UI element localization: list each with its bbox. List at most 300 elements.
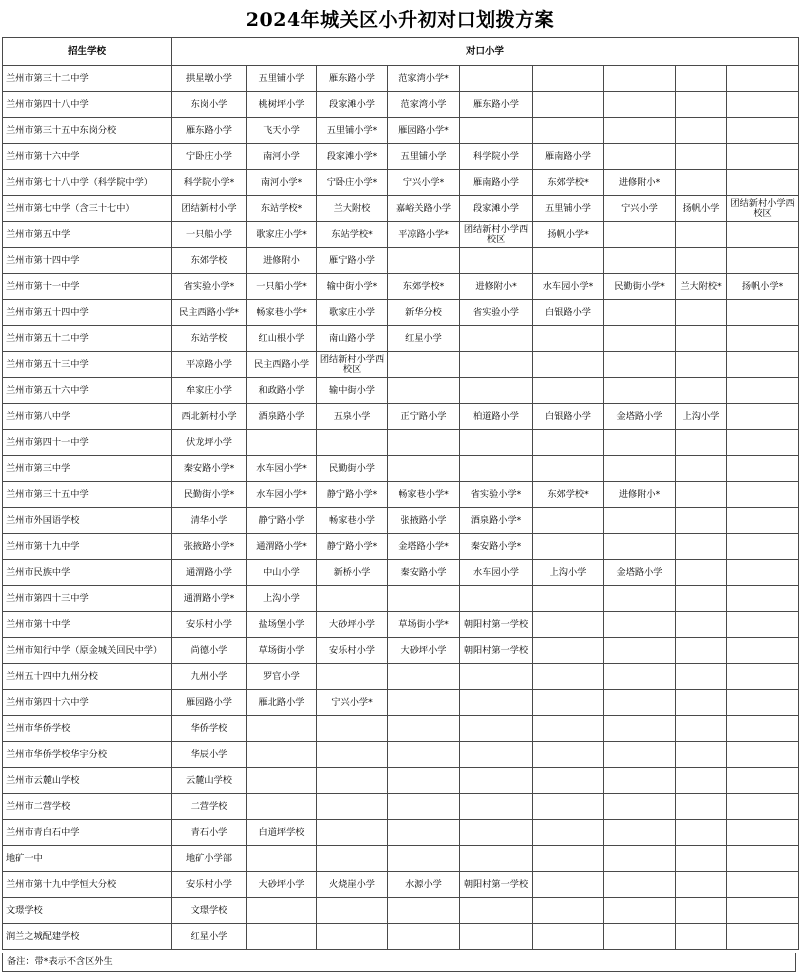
feeder-school-cell: 科学院小学* [172,170,247,196]
school-name-cell: 兰州市第五中学 [3,222,172,248]
empty-cell [727,144,799,170]
header-feeders: 对口小学 [172,38,799,66]
feeder-school-cell: 五里铺小学 [247,66,317,92]
feeder-school-cell: 静宁路小学* [317,482,388,508]
header-school: 招生学校 [3,38,172,66]
empty-cell [604,664,676,690]
feeder-school-cell: 东站学校* [317,222,388,248]
table-row [3,664,799,690]
empty-cell [676,586,727,612]
empty-cell [247,924,317,950]
empty-cell [727,846,799,872]
feeder-school-cell: 大砂坪小学 [317,612,388,638]
feeder-school-cell: 罗官小学 [247,664,317,690]
empty-cell [247,742,317,768]
feeder-school-cell: 畅家巷小学* [388,482,460,508]
school-name-cell: 润兰之城配建学校 [3,924,172,950]
empty-cell [604,326,676,352]
feeder-school-cell: 宁兴小学* [317,690,388,716]
school-name-cell: 兰州市民族中学 [3,560,172,586]
empty-cell [460,430,533,456]
empty-cell [460,118,533,144]
table-row [3,456,799,482]
school-name-cell: 兰州市第五十六中学 [3,378,172,404]
empty-cell [727,352,799,378]
feeder-school-cell: 民主西路小学 [247,352,317,378]
empty-cell [676,638,727,664]
empty-cell [727,612,799,638]
feeder-school-cell: 宁卧庄小学* [317,170,388,196]
feeder-school-cell: 红星小学 [172,924,247,950]
empty-cell [604,118,676,144]
empty-cell [604,846,676,872]
empty-cell [533,716,604,742]
feeder-school-cell: 西北新村小学 [172,404,247,430]
feeder-school-cell: 静宁路小学 [247,508,317,534]
empty-cell [388,924,460,950]
empty-cell [727,378,799,404]
empty-cell [388,742,460,768]
feeder-school-cell: 宁卧庄小学 [172,144,247,170]
table-row [3,716,799,742]
empty-cell [388,794,460,820]
empty-cell [604,690,676,716]
feeder-school-cell: 团结新村小学西校区 [727,196,799,222]
feeder-school-cell: 段家滩小学 [460,196,533,222]
feeder-school-cell: 云麓山学校 [172,768,247,794]
feeder-school-cell: 二营学校 [172,794,247,820]
table-row [3,482,799,508]
empty-cell [533,248,604,274]
empty-cell [727,690,799,716]
empty-cell [676,326,727,352]
feeder-school-cell: 白银路小学 [533,404,604,430]
feeder-school-cell: 团结新村小学西校区 [460,222,533,248]
empty-cell [317,768,388,794]
school-name-cell: 兰州市第五十三中学 [3,352,172,378]
empty-cell [676,66,727,92]
feeder-school-cell: 畅家巷小学 [317,508,388,534]
empty-cell [533,768,604,794]
empty-cell [676,846,727,872]
empty-cell [676,456,727,482]
empty-cell [676,248,727,274]
empty-cell [727,248,799,274]
feeder-school-cell: 金塔路小学 [604,560,676,586]
empty-cell [317,742,388,768]
feeder-school-cell: 秦安路小学 [388,560,460,586]
empty-cell [604,456,676,482]
feeder-school-cell: 东郊学校 [172,248,247,274]
school-name-cell: 兰州市第三中学 [3,456,172,482]
table-row [3,924,799,950]
school-name-cell: 兰州市第十六中学 [3,144,172,170]
feeder-school-cell: 一只船小学 [172,222,247,248]
school-name-cell: 兰州市第四十三中学 [3,586,172,612]
feeder-school-cell: 张掖路小学* [172,534,247,560]
empty-cell [460,690,533,716]
feeder-school-cell: 柏道路小学 [460,404,533,430]
empty-cell [676,170,727,196]
school-name-cell: 兰州市第五十二中学 [3,326,172,352]
school-name-cell: 兰州市华侨学校华宇分校 [3,742,172,768]
empty-cell [604,352,676,378]
empty-cell [388,716,460,742]
empty-cell [676,534,727,560]
feeder-school-cell: 上沟小学 [676,404,727,430]
feeder-school-cell: 正宁路小学 [388,404,460,430]
feeder-school-cell: 民主西路小学* [172,300,247,326]
feeder-school-cell: 扬帆小学* [727,274,799,300]
table-row [3,118,799,144]
school-name-cell: 兰州市二营学校 [3,794,172,820]
empty-cell [727,820,799,846]
empty-cell [604,586,676,612]
feeder-school-cell: 安乐村小学 [317,638,388,664]
empty-cell [533,92,604,118]
empty-cell [388,820,460,846]
table-row [3,222,799,248]
table-row [3,404,799,430]
empty-cell [604,898,676,924]
feeder-school-cell: 青石小学 [172,820,247,846]
school-name-cell: 兰州市第三十五中东岗分校 [3,118,172,144]
feeder-school-cell: 静宁路小学* [317,534,388,560]
feeder-school-cell: 五里铺小学* [317,118,388,144]
empty-cell [676,664,727,690]
feeder-school-cell: 平凉路小学* [388,222,460,248]
empty-cell [676,222,727,248]
feeder-school-cell: 文璟学校 [172,898,247,924]
empty-cell [604,794,676,820]
feeder-school-cell: 中山小学 [247,560,317,586]
empty-cell [388,768,460,794]
empty-cell [676,768,727,794]
feeder-school-cell: 兰大附校* [676,274,727,300]
empty-cell [388,456,460,482]
empty-cell [460,768,533,794]
empty-cell [317,716,388,742]
school-name-cell: 兰州市第四十八中学 [3,92,172,118]
empty-cell [533,794,604,820]
feeder-school-cell: 南山路小学 [317,326,388,352]
empty-cell [604,300,676,326]
school-name-cell: 兰州市第十九中学恒大分校 [3,872,172,898]
empty-cell [727,118,799,144]
table-row [3,820,799,846]
feeder-school-cell: 东岗小学 [172,92,247,118]
empty-cell [604,508,676,534]
feeder-school-cell: 雁园路小学 [172,690,247,716]
empty-cell [533,638,604,664]
feeder-school-cell: 科学院小学 [460,144,533,170]
empty-cell [604,222,676,248]
feeder-school-cell: 新桥小学 [317,560,388,586]
empty-cell [727,742,799,768]
feeder-school-cell: 省实验小学* [172,274,247,300]
feeder-school-cell: 火烧崖小学 [317,872,388,898]
empty-cell [727,66,799,92]
feeder-school-cell: 上沟小学 [247,586,317,612]
empty-cell [533,326,604,352]
feeder-school-cell: 朝阳村第一学校 [460,638,533,664]
feeder-school-cell: 朝阳村第一学校 [460,872,533,898]
feeder-school-cell: 白银路小学 [533,300,604,326]
feeder-school-cell: 歌家庄小学 [317,300,388,326]
feeder-school-cell: 上沟小学 [533,560,604,586]
feeder-school-cell: 新华分校 [388,300,460,326]
empty-cell [533,352,604,378]
table-row [3,378,799,404]
feeder-school-cell: 飞天小学 [247,118,317,144]
feeder-school-cell: 团结新村小学西校区 [317,352,388,378]
feeder-school-cell: 东站学校* [247,196,317,222]
table-row [3,742,799,768]
feeder-school-cell: 草场街小学* [388,612,460,638]
feeder-school-cell: 酒泉路小学* [460,508,533,534]
table-row [3,196,799,222]
feeder-school-cell: 团结新村小学 [172,196,247,222]
feeder-school-cell: 牟家庄小学 [172,378,247,404]
feeder-school-cell: 红星小学 [388,326,460,352]
empty-cell [533,898,604,924]
empty-cell [676,612,727,638]
empty-cell [727,898,799,924]
school-name-cell: 文璟学校 [3,898,172,924]
feeder-school-cell: 伏龙坪小学 [172,430,247,456]
empty-cell [727,534,799,560]
feeder-school-cell: 雁园路小学* [388,118,460,144]
feeder-school-cell: 雁北路小学 [247,690,317,716]
page-title: 2024年城关区小升初对口划拨方案 [245,9,555,31]
table-row [3,66,799,92]
table-row [3,248,799,274]
feeder-school-cell: 通渭路小学* [172,586,247,612]
feeder-school-cell: 扬帆小学* [533,222,604,248]
empty-cell [727,768,799,794]
empty-cell [533,508,604,534]
feeder-school-cell: 东郊学校* [533,170,604,196]
allocation-table [2,37,799,950]
empty-cell [676,430,727,456]
school-name-cell: 兰州市外国语学校 [3,508,172,534]
feeder-school-cell: 南河小学 [247,144,317,170]
table-row [3,872,799,898]
feeder-school-cell: 民勤街小学* [172,482,247,508]
empty-cell [676,300,727,326]
empty-cell [317,924,388,950]
feeder-school-cell: 白道坪学校 [247,820,317,846]
empty-cell [727,404,799,430]
empty-cell [727,456,799,482]
empty-cell [460,664,533,690]
empty-cell [533,872,604,898]
empty-cell [676,898,727,924]
school-name-cell: 兰州市华侨学校 [3,716,172,742]
feeder-school-cell: 进修附小* [604,482,676,508]
empty-cell [460,742,533,768]
school-name-cell: 兰州市第十中学 [3,612,172,638]
empty-cell [727,586,799,612]
empty-cell [533,742,604,768]
feeder-school-cell: 省实验小学* [460,482,533,508]
empty-cell [676,872,727,898]
table-row [3,352,799,378]
empty-cell [676,352,727,378]
empty-cell [676,378,727,404]
feeder-school-cell: 大砂坪小学 [247,872,317,898]
empty-cell [460,352,533,378]
empty-cell [460,898,533,924]
feeder-school-cell: 大砂坪小学 [388,638,460,664]
feeder-school-cell: 雁东路小学 [317,66,388,92]
empty-cell [676,92,727,118]
feeder-school-cell: 拱星墩小学 [172,66,247,92]
table-row [3,560,799,586]
empty-cell [388,846,460,872]
empty-cell [604,820,676,846]
table-row [3,430,799,456]
feeder-school-cell: 金塔路小学* [388,534,460,560]
table-header-row [3,38,799,66]
feeder-school-cell: 输中街小学* [317,274,388,300]
empty-cell [533,66,604,92]
empty-cell [247,430,317,456]
school-name-cell: 兰州市第十一中学 [3,274,172,300]
feeder-school-cell: 华辰小学 [172,742,247,768]
feeder-school-cell: 秦安路小学* [460,534,533,560]
school-name-cell: 兰州市第七中学（含三十七中） [3,196,172,222]
feeder-school-cell: 输中街小学 [317,378,388,404]
feeder-school-cell: 秦安路小学* [172,456,247,482]
feeder-school-cell: 扬帆小学 [676,196,727,222]
empty-cell [317,820,388,846]
empty-cell [727,560,799,586]
empty-cell [247,768,317,794]
empty-cell [460,66,533,92]
empty-cell [727,716,799,742]
feeder-school-cell: 兰大附校 [317,196,388,222]
feeder-school-cell: 雁东路小学 [172,118,247,144]
feeder-school-cell: 五泉小学 [317,404,388,430]
empty-cell [676,690,727,716]
empty-cell [727,664,799,690]
feeder-school-cell: 东郊学校* [533,482,604,508]
empty-cell [727,638,799,664]
school-name-cell: 兰州市第八中学 [3,404,172,430]
school-name-cell: 兰州市第四十一中学 [3,430,172,456]
feeder-school-cell: 民勤街小学* [604,274,676,300]
table-row [3,508,799,534]
table-body [3,66,799,950]
empty-cell [676,560,727,586]
empty-cell [727,508,799,534]
empty-cell [388,430,460,456]
feeder-school-cell: 清华小学 [172,508,247,534]
school-name-cell: 兰州市第四十六中学 [3,690,172,716]
school-name-cell: 兰州市第七十八中学（科学院中学） [3,170,172,196]
empty-cell [533,924,604,950]
empty-cell [604,742,676,768]
table-row [3,794,799,820]
empty-cell [533,118,604,144]
empty-cell [317,846,388,872]
feeder-school-cell: 雁南路小学 [460,170,533,196]
empty-cell [460,794,533,820]
feeder-school-cell: 通渭路小学 [172,560,247,586]
feeder-school-cell: 盐场堡小学 [247,612,317,638]
empty-cell [727,482,799,508]
empty-cell [604,716,676,742]
table-row [3,846,799,872]
school-name-cell: 兰州五十四中九州分校 [3,664,172,690]
empty-cell [727,300,799,326]
school-name-cell: 兰州市知行中学（原金城关回民中学） [3,638,172,664]
empty-cell [604,66,676,92]
feeder-school-cell: 红山根小学 [247,326,317,352]
feeder-school-cell: 歌家庄小学* [247,222,317,248]
empty-cell [460,456,533,482]
empty-cell [460,820,533,846]
empty-cell [388,352,460,378]
empty-cell [533,612,604,638]
empty-cell [676,924,727,950]
empty-cell [676,820,727,846]
feeder-school-cell: 华侨学校 [172,716,247,742]
empty-cell [727,924,799,950]
feeder-school-cell: 水源小学 [388,872,460,898]
table-row [3,586,799,612]
school-name-cell: 地矿一中 [3,846,172,872]
empty-cell [533,534,604,560]
empty-cell [727,872,799,898]
table-row [3,274,799,300]
empty-cell [317,794,388,820]
footnote: 备注：带*表示不含区外生 [2,953,796,972]
empty-cell [533,846,604,872]
feeder-school-cell: 九州小学 [172,664,247,690]
empty-cell [317,586,388,612]
table-row [3,326,799,352]
school-name-cell: 兰州市第五十四中学 [3,300,172,326]
empty-cell [388,248,460,274]
school-name-cell: 兰州市第三十五中学 [3,482,172,508]
feeder-school-cell: 东站学校 [172,326,247,352]
empty-cell [676,716,727,742]
table-row [3,768,799,794]
feeder-school-cell: 水车园小学* [247,456,317,482]
feeder-school-cell: 水车园小学* [247,482,317,508]
empty-cell [317,898,388,924]
feeder-school-cell: 进修附小 [247,248,317,274]
feeder-school-cell: 五里铺小学 [388,144,460,170]
empty-cell [247,846,317,872]
empty-cell [676,118,727,144]
empty-cell [388,690,460,716]
table-row [3,612,799,638]
feeder-school-cell: 通渭路小学* [247,534,317,560]
empty-cell [604,144,676,170]
empty-cell [604,430,676,456]
empty-cell [533,690,604,716]
empty-cell [460,716,533,742]
feeder-school-cell: 一只船小学* [247,274,317,300]
feeder-school-cell: 雁东路小学 [460,92,533,118]
empty-cell [460,924,533,950]
feeder-school-cell: 安乐村小学 [172,612,247,638]
feeder-school-cell: 范家湾小学 [388,92,460,118]
feeder-school-cell: 雁宁路小学 [317,248,388,274]
